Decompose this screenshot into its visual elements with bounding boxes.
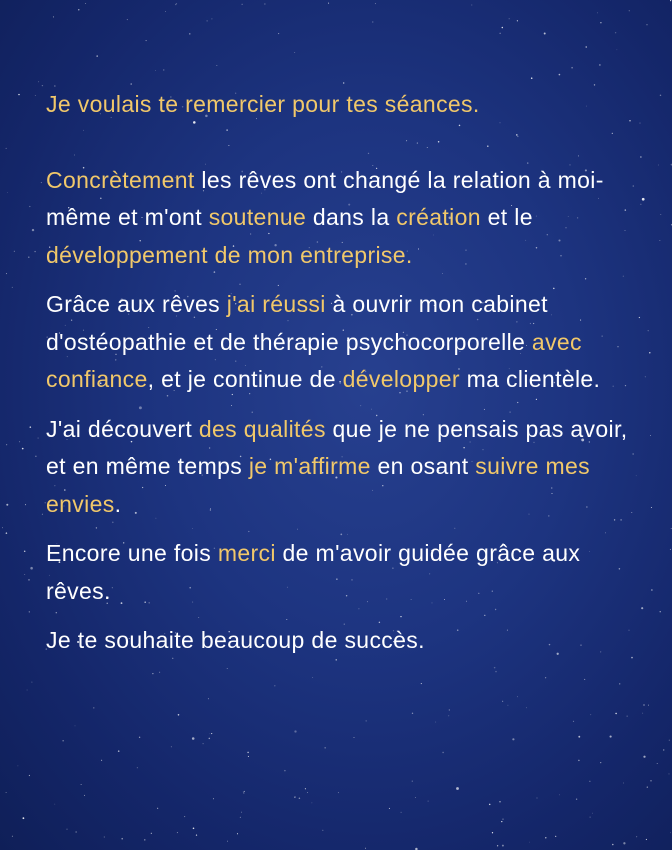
star bbox=[6, 273, 7, 274]
text-segment: de m'avoir guidée grâce aux rêves. bbox=[46, 540, 581, 604]
star bbox=[30, 426, 32, 428]
star bbox=[576, 799, 577, 800]
star bbox=[619, 683, 620, 684]
star bbox=[312, 803, 313, 804]
star bbox=[35, 95, 36, 96]
text-segment: Encore une fois bbox=[46, 540, 218, 566]
star bbox=[66, 829, 67, 830]
paragraph-wishes bbox=[46, 622, 646, 660]
text-segment: . bbox=[114, 490, 122, 517]
star bbox=[503, 819, 504, 820]
star bbox=[650, 435, 651, 436]
star bbox=[159, 672, 160, 673]
star bbox=[152, 673, 153, 674]
star bbox=[354, 737, 355, 738]
text-segment: et le bbox=[480, 204, 533, 230]
star bbox=[500, 33, 501, 34]
text-segment: ma clientèle. bbox=[459, 366, 601, 392]
star bbox=[456, 787, 459, 790]
star bbox=[299, 798, 301, 800]
star bbox=[18, 94, 19, 95]
star bbox=[489, 804, 491, 806]
star bbox=[155, 70, 156, 71]
star bbox=[415, 797, 416, 798]
star bbox=[660, 240, 661, 241]
star bbox=[27, 690, 28, 691]
star bbox=[22, 448, 24, 450]
star bbox=[643, 756, 645, 758]
star bbox=[657, 763, 658, 764]
text-segment: merci bbox=[217, 540, 276, 566]
star bbox=[294, 52, 295, 53]
star bbox=[651, 507, 652, 508]
text-segment: création bbox=[396, 204, 481, 230]
star bbox=[559, 794, 560, 795]
star bbox=[646, 839, 647, 840]
star bbox=[240, 817, 241, 818]
star bbox=[502, 701, 503, 702]
star bbox=[6, 504, 8, 506]
star bbox=[537, 798, 538, 799]
star bbox=[590, 714, 591, 715]
text-segment: Je te souhaite beaucoup de succès. bbox=[46, 627, 425, 653]
star bbox=[85, 3, 86, 4]
star bbox=[24, 574, 25, 575]
star bbox=[227, 841, 228, 842]
star bbox=[38, 438, 39, 439]
star bbox=[412, 781, 413, 782]
star bbox=[647, 24, 648, 25]
star bbox=[586, 46, 587, 47]
star bbox=[243, 792, 245, 794]
star bbox=[284, 770, 286, 772]
star bbox=[294, 797, 295, 798]
star bbox=[647, 786, 648, 787]
text-segment: j'ai réussi bbox=[226, 291, 326, 317]
star bbox=[227, 668, 228, 669]
star bbox=[401, 812, 402, 813]
star bbox=[495, 671, 496, 672]
star bbox=[366, 720, 367, 721]
star bbox=[365, 848, 366, 849]
star bbox=[209, 733, 210, 734]
star bbox=[612, 844, 614, 846]
star bbox=[6, 444, 7, 445]
star bbox=[163, 69, 164, 70]
star bbox=[211, 18, 212, 19]
star bbox=[25, 504, 26, 505]
star bbox=[507, 705, 508, 706]
star bbox=[650, 780, 652, 782]
paragraph-merci bbox=[46, 535, 646, 610]
text-segment: que je ne pensais pas avoir, et en même temps bbox=[46, 415, 628, 479]
star bbox=[30, 567, 33, 570]
star bbox=[248, 756, 249, 757]
star bbox=[6, 148, 7, 149]
star bbox=[247, 752, 249, 754]
star bbox=[573, 721, 574, 722]
star bbox=[217, 65, 218, 66]
star bbox=[32, 229, 34, 231]
star bbox=[670, 549, 671, 550]
star bbox=[663, 749, 664, 750]
text-segment: des qualités bbox=[198, 415, 326, 442]
star bbox=[499, 801, 500, 802]
star bbox=[151, 833, 152, 834]
text-segment: dans la bbox=[306, 204, 397, 230]
star bbox=[42, 514, 43, 515]
star bbox=[244, 791, 245, 792]
star bbox=[670, 832, 671, 833]
star bbox=[78, 9, 79, 10]
star bbox=[449, 709, 450, 710]
text-segment: soutenue bbox=[208, 204, 307, 230]
star bbox=[7, 192, 8, 193]
star bbox=[597, 13, 598, 14]
star bbox=[75, 726, 76, 727]
star bbox=[84, 795, 85, 796]
star bbox=[629, 10, 630, 11]
star bbox=[636, 836, 637, 837]
star bbox=[121, 838, 123, 840]
star bbox=[389, 808, 390, 809]
star bbox=[512, 738, 514, 740]
star bbox=[29, 206, 30, 207]
star bbox=[6, 792, 7, 793]
star bbox=[615, 713, 616, 714]
star bbox=[35, 456, 36, 457]
text-segment: en osant bbox=[370, 453, 476, 479]
star bbox=[211, 733, 212, 734]
star bbox=[509, 18, 510, 19]
star bbox=[600, 762, 601, 763]
star bbox=[28, 257, 29, 258]
star bbox=[29, 775, 30, 776]
star bbox=[501, 821, 502, 822]
star bbox=[14, 251, 15, 252]
star bbox=[54, 804, 55, 805]
star bbox=[42, 85, 43, 86]
star bbox=[178, 714, 180, 716]
star bbox=[589, 816, 590, 817]
star bbox=[578, 760, 580, 762]
paragraph-cabinet bbox=[46, 286, 646, 399]
star bbox=[63, 740, 64, 741]
star bbox=[23, 817, 25, 819]
testimonial-text bbox=[46, 86, 646, 660]
star bbox=[442, 752, 443, 753]
text-segment: J'ai découvert bbox=[46, 415, 199, 442]
star bbox=[137, 767, 138, 768]
star bbox=[144, 839, 145, 840]
text-segment: à ouvrir mon cabinet d'ostéopathie et de thérapie psychocorporelle bbox=[46, 291, 548, 355]
star bbox=[28, 579, 29, 580]
star bbox=[669, 773, 670, 774]
text-segment: Concrètement bbox=[46, 166, 195, 193]
star bbox=[435, 722, 436, 723]
text-segment: je m'affirme bbox=[248, 453, 371, 479]
star bbox=[146, 40, 147, 41]
star bbox=[660, 214, 661, 215]
star bbox=[643, 704, 644, 705]
star bbox=[31, 682, 32, 683]
star bbox=[96, 55, 98, 57]
star bbox=[670, 0, 671, 1]
star bbox=[502, 27, 504, 29]
star bbox=[648, 705, 649, 706]
star bbox=[502, 845, 504, 847]
star bbox=[660, 611, 661, 612]
star bbox=[600, 22, 601, 23]
star bbox=[338, 792, 339, 793]
star bbox=[93, 707, 94, 708]
star bbox=[34, 251, 35, 252]
star bbox=[189, 33, 190, 34]
star bbox=[649, 352, 650, 353]
star bbox=[492, 832, 493, 833]
star bbox=[545, 837, 546, 838]
star bbox=[38, 81, 39, 82]
star bbox=[192, 737, 195, 740]
star bbox=[412, 713, 413, 714]
star bbox=[497, 845, 498, 846]
star bbox=[76, 831, 77, 832]
star bbox=[24, 551, 26, 553]
star bbox=[623, 842, 625, 844]
star bbox=[589, 781, 590, 782]
star bbox=[171, 746, 172, 747]
star bbox=[130, 83, 132, 85]
star bbox=[207, 20, 208, 21]
star bbox=[660, 95, 661, 96]
star bbox=[41, 182, 42, 183]
star bbox=[165, 11, 166, 12]
star bbox=[53, 16, 54, 17]
text-segment: développement de mon entreprise. bbox=[46, 241, 413, 268]
star bbox=[623, 783, 624, 784]
star bbox=[555, 836, 556, 837]
star bbox=[196, 835, 197, 836]
star bbox=[584, 679, 585, 680]
text-segment: suivre mes envies bbox=[46, 453, 590, 517]
star bbox=[375, 3, 376, 4]
star bbox=[325, 747, 326, 748]
star bbox=[571, 67, 573, 69]
star bbox=[517, 20, 518, 21]
star bbox=[307, 792, 308, 793]
star bbox=[184, 816, 185, 817]
star bbox=[648, 330, 649, 331]
star bbox=[627, 716, 628, 717]
star bbox=[202, 743, 203, 744]
star bbox=[669, 740, 670, 741]
star bbox=[615, 32, 616, 33]
star bbox=[559, 74, 561, 76]
star bbox=[81, 784, 82, 785]
star bbox=[127, 19, 128, 20]
star bbox=[274, 685, 275, 686]
star bbox=[642, 713, 643, 714]
star bbox=[6, 532, 8, 534]
star bbox=[328, 3, 329, 4]
star bbox=[428, 801, 429, 802]
star bbox=[312, 677, 313, 678]
text-segment: avec confiance bbox=[46, 328, 582, 392]
star bbox=[208, 698, 209, 699]
star bbox=[294, 730, 296, 732]
text-segment: les rêves ont changé la relation à moi-même et m'ont bbox=[46, 166, 604, 230]
star bbox=[421, 683, 422, 684]
text-segment: Grâce aux rêves bbox=[46, 291, 227, 317]
star bbox=[517, 696, 518, 697]
star bbox=[118, 750, 120, 752]
star bbox=[305, 788, 306, 789]
star bbox=[544, 33, 546, 35]
star bbox=[101, 760, 102, 761]
star bbox=[157, 808, 158, 809]
star bbox=[322, 830, 323, 831]
star bbox=[278, 33, 279, 34]
star bbox=[343, 82, 344, 83]
star bbox=[264, 3, 265, 4]
star bbox=[193, 828, 195, 830]
text-segment: , et je continue de bbox=[147, 366, 343, 392]
star bbox=[448, 715, 449, 716]
star bbox=[531, 77, 533, 79]
star bbox=[139, 737, 140, 738]
star bbox=[2, 527, 3, 528]
paragraph-concretely bbox=[46, 162, 646, 275]
star bbox=[651, 589, 652, 590]
star bbox=[372, 21, 373, 22]
paragraph-qualities bbox=[46, 411, 646, 524]
star bbox=[658, 165, 659, 166]
star bbox=[175, 4, 176, 5]
star bbox=[104, 837, 105, 838]
star bbox=[545, 677, 546, 678]
text-segment: Je voulais te remercier pour tes séances. bbox=[46, 91, 480, 117]
star bbox=[242, 4, 243, 5]
star bbox=[177, 832, 178, 833]
star bbox=[176, 3, 177, 4]
star bbox=[526, 707, 527, 708]
star bbox=[19, 441, 20, 442]
star bbox=[213, 798, 214, 799]
star bbox=[578, 736, 580, 738]
star bbox=[29, 611, 30, 612]
text-segment: développer bbox=[342, 366, 460, 392]
star bbox=[241, 812, 242, 813]
star bbox=[12, 287, 13, 288]
star bbox=[529, 842, 530, 843]
star bbox=[617, 49, 618, 50]
star bbox=[599, 64, 600, 65]
star bbox=[209, 738, 211, 740]
star bbox=[12, 836, 13, 837]
star bbox=[18, 766, 19, 767]
star bbox=[610, 736, 612, 738]
star bbox=[494, 667, 496, 669]
star bbox=[237, 833, 238, 834]
star bbox=[471, 5, 472, 6]
star bbox=[592, 813, 593, 814]
paragraph-thanks bbox=[46, 86, 646, 124]
